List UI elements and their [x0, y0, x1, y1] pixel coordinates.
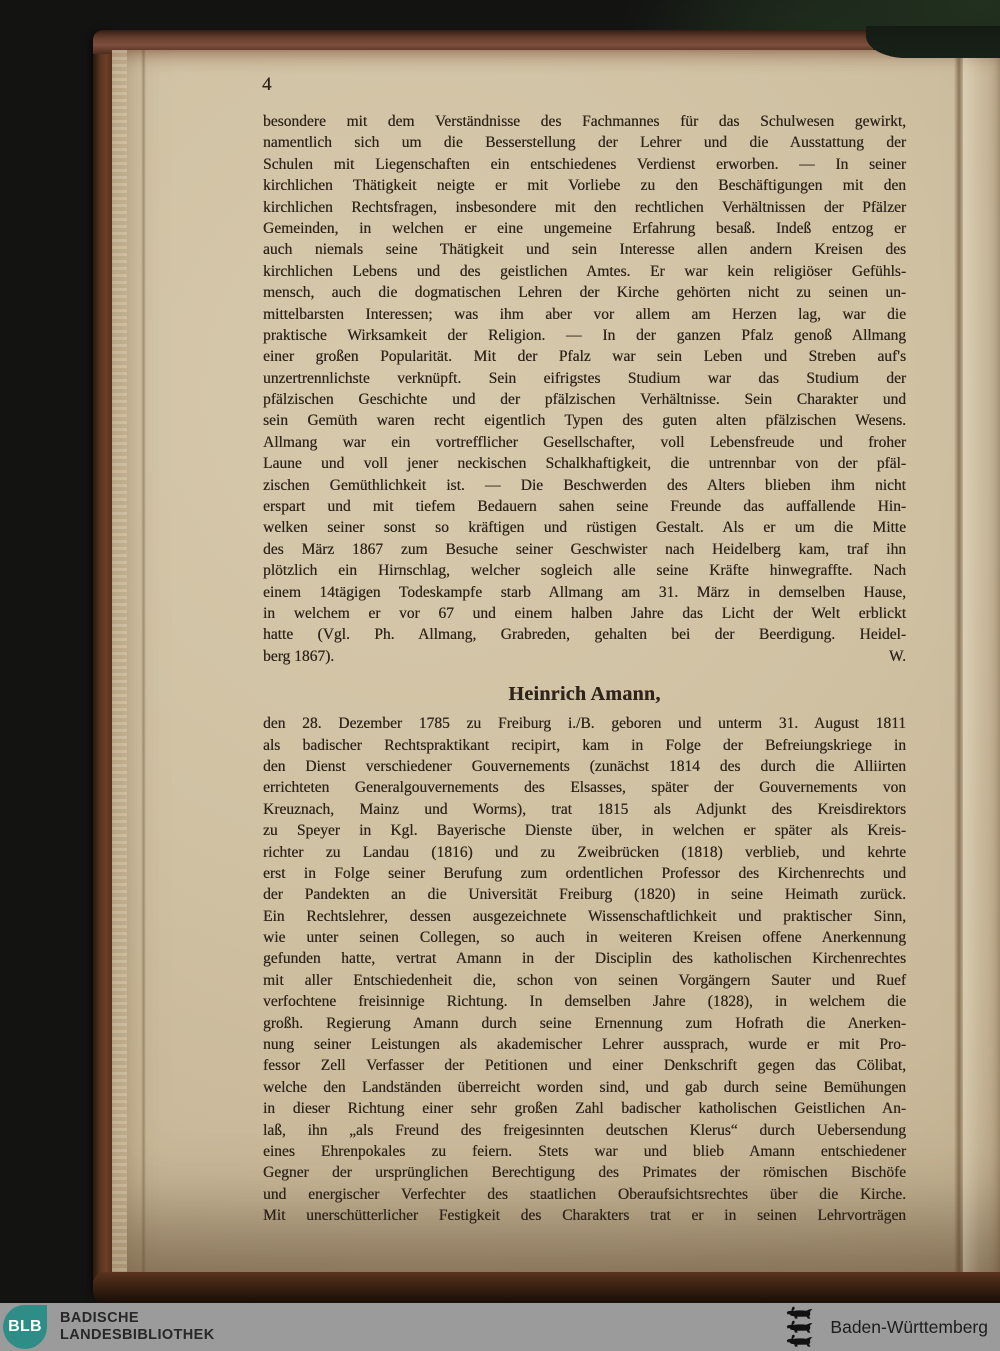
- text-line: und energischer Verfechter des staatlichen Oberaufsichtsrechtes über die Kirche.: [263, 1185, 906, 1203]
- paragraph-amann: [263, 713, 906, 1226]
- page-text-block: [262, 74, 906, 1227]
- page-gutter: [954, 50, 963, 1276]
- blb-logo: [3, 1305, 47, 1349]
- baden-wuerttemberg-coat-of-arms-icon: [781, 1306, 821, 1348]
- text-line: mittelbarsten Interessen; was ihm aber vor allem am Herzen lag, war die: [263, 305, 906, 323]
- paragraph-allmang: [263, 111, 906, 646]
- state-branding: [781, 1306, 988, 1348]
- page-crease: [141, 50, 146, 1276]
- text-line: Kreuznach, Mainz und Worms), trat 1815 als Adjunkt des Kreisdirektors: [263, 800, 906, 818]
- text-line: kirchlichen Lebens und des geistlichen Amtes. Er war kein religiöser Gefühls-: [263, 262, 906, 280]
- text-line: zischen Gemüthlichkeit ist. — Die Beschwerden des Alters blieben ihm nicht: [263, 476, 906, 494]
- text-line: welche den Landständen überreicht worden sind, und gab durch seine Bemühungen: [263, 1078, 906, 1096]
- library-name: [60, 1310, 215, 1344]
- text-line: Gegner der ursprünglichen Berechtigung des Primates der römischen Bischöfe: [263, 1164, 906, 1182]
- text-line: den 28. Dezember 1785 zu Freiburg i./B. geboren und unterm 31. August 1811: [263, 715, 906, 733]
- text-line: in dieser Richtung einer sehr großen Zahl badischer katholischen Geistlichen An-: [263, 1100, 906, 1118]
- text-line: erspart und mit tiefem Bedauern sahen seine Freunde das auffallende Hin-: [263, 498, 906, 516]
- text-line: in welchem er vor 67 und einem halben Jahre das Licht der Welt erblickt: [263, 604, 906, 622]
- library-name-line1: BADISCHE: [60, 1309, 139, 1326]
- text-line: wie unter seinen Collegen, so auch in weiteren Kreisen offene Anerkennung: [263, 929, 906, 947]
- text-line: kirchlichen Rechtsfragen, insbesondere mit den rechtlichen Verhältnissen der Pfälzer: [263, 198, 906, 216]
- state-name: Baden-Württemberg: [830, 1316, 988, 1337]
- text-line: Ein Rechtslehrer, dessen ausgezeichnete Wissenschaftlichkeit und praktischer Sinn,: [263, 907, 906, 925]
- background-notch: [866, 26, 1000, 58]
- page-edges-left: [112, 50, 127, 1276]
- text-line: welken seiner sonst so kräftigen und rüstigen Gestalt. Als er um die Mitte: [263, 519, 906, 537]
- text-line: auch niemals seine Thätigkeit und sein Interesse allen andern Kreisen des: [263, 241, 906, 259]
- text-line: plötzlich ein Hirnschlag, welcher sogleich alle seine Kräfte hinwegraffte. Nach: [263, 562, 906, 580]
- blb-logo-text: BLB: [8, 1318, 42, 1335]
- text-line: laß, ihn „als Freund des freigesinnten deutschen Klerus“ durch Uebersendung: [263, 1121, 906, 1139]
- text-line: unzertrennlichste verknüpft. Sein eifrigstes Studium war das Studium der: [263, 369, 906, 387]
- text-line: zu Speyer in Kgl. Bayerische Dienste über, in welchen er später als Kreis-: [263, 822, 906, 840]
- library-branding-bar: [0, 1303, 1000, 1351]
- text-line: praktische Wirksamkeit der Religion. — In der ganzen Pfalz genoß Allmang: [263, 326, 906, 344]
- text-line: sein Gemüth waren recht eigentlich Typen des guten alten pfälzischen Wesens.: [263, 412, 906, 430]
- text-line: fessor Zell Verfasser der Petitionen und einer Denkschrift gegen das Cölibat,: [263, 1057, 906, 1075]
- author-initial: W.: [888, 647, 906, 665]
- library-name-line2: LANDESBIBLIOTHEK: [60, 1327, 215, 1343]
- text-line: kirchlichen Thätigkeit neigte er mit Vorliebe zu den Beschäftigungen mit den: [263, 177, 906, 195]
- text-line: den Dienst verschiedener Gouvernements (zunächst 1814 des durch die Alliirten: [263, 757, 906, 775]
- text-line: gefunden hatte, vertrat Amann in der Disciplin des katholischen Kirchenrechtes: [263, 950, 906, 968]
- text-line: besondere mit dem Verständnisse des Fachmannes für das Schulwesen gewirkt,: [263, 113, 906, 130]
- text-line: Allmang war ein vortrefflicher Gesellschafter, voll Lebensfreude und froher: [263, 433, 906, 451]
- text-line: mit aller Entschiedenheit die, schon von seinen Vorgängern Sauter und Ruef: [263, 971, 906, 989]
- section-heading: Heinrich Amann,: [508, 683, 661, 706]
- text-line: Schulen mit Liegenschaften ein entschiedenes Verdienst erworben. — In seiner: [263, 155, 906, 173]
- facing-page-edge: [963, 50, 1000, 1276]
- text-line: Mit unerschütterlicher Festigkeit des Charakters trat er in seinen Lehrvorträgen: [263, 1207, 906, 1225]
- text-line: verfochtene freisinnige Richtung. In demselben Jahre (1828), in welchem die: [263, 993, 906, 1011]
- text-line: eines Ehrenpokales zu feiern. Stets war und blieb Amann entschiedener: [263, 1142, 906, 1160]
- text-line: einem 14tägigen Todeskampfe starb Allmang am 31. März in demselben Hause,: [263, 583, 906, 601]
- text-line: Laune und voll jener neckischen Schalkhaftigkeit, die untrennbar von der pfäl-: [263, 455, 906, 473]
- text-line: nung seiner Leistungen als akademischer Lehrer aussprach, wurde er mit Pro-: [263, 1036, 906, 1054]
- closing-text: berg 1867).: [263, 647, 335, 665]
- text-line: mensch, auch die dogmatischen Lehren der Kirche gehörten nicht zu seinen un-: [263, 284, 906, 302]
- text-line: Gemeinden, in welchen er eine ungemeine Erfahrung besaß. Indeß entzog er: [263, 219, 906, 237]
- text-line: einer großen Popularität. Mit der Pfalz war sein Leben und Streben auf's: [263, 348, 906, 366]
- text-line: des März 1867 zum Besuche seiner Geschwister nach Heidelberg kam, traf ihn: [263, 540, 906, 558]
- text-line: erst in Folge seiner Berufung zum ordentlichen Professor des Kirchenrechts und: [263, 864, 906, 882]
- text-line: hatte (Vgl. Ph. Allmang, Grabreden, gehalten bei der Beerdigung. Heidel-: [263, 626, 906, 644]
- page-number: 4: [262, 74, 272, 95]
- text-line: errichteten Generalgouvernements des Elsasses, später der Gouvernements von: [263, 779, 906, 797]
- text-line: der Pandekten an die Universität Freiburg (1820) in seine Heimath zurück.: [263, 886, 906, 904]
- text-line: großh. Regierung Amann durch seine Ernennung zum Hofrath die Anerken-: [263, 1014, 906, 1032]
- paragraph-closing-line: [263, 646, 906, 667]
- text-line: namentlich sich um die Besserstellung der Lehrer und die Ausstattung der: [263, 134, 906, 152]
- text-line: pfälzischen Geschichte und der pfälzischen Verhältnisse. Sein Charakter und: [263, 391, 906, 409]
- text-line: als badischer Rechtspraktikant recipirt, kam in Folge der Befreiungskriege in: [263, 736, 906, 754]
- text-line: richter zu Landau (1816) und zu Zweibrücken (1818) verblieb, und kehrte: [263, 843, 906, 861]
- book-cover-bottom-edge: [93, 1272, 1000, 1302]
